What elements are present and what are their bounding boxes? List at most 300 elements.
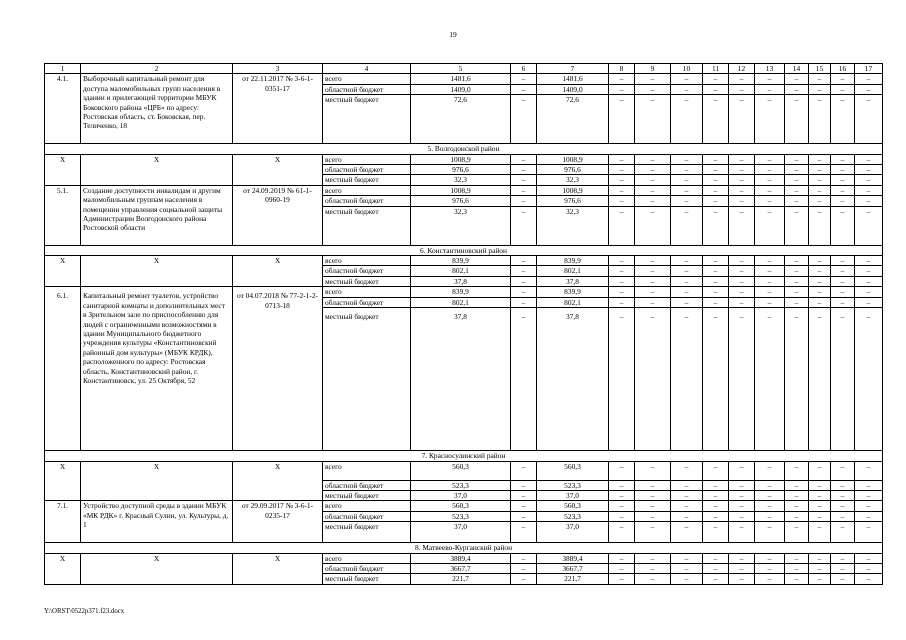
dash-cell: – [855,522,883,543]
dash-cell: – [785,266,809,276]
dash-cell: – [831,266,855,276]
value-col-7: 523,3 [537,511,609,521]
dash-cell: – [855,256,883,266]
dash-cell: – [855,266,883,276]
section-title: 6. Константиновский район [45,245,883,255]
table-row [45,154,883,164]
value-col-5: 976,6 [411,196,511,206]
dash-cell: – [729,206,755,245]
dash-cell: – [729,574,755,584]
approval-date: от 24.09.2019 № 61-1-0960-19 [233,185,323,245]
dash-cell: – [671,287,703,297]
dash-cell: – [671,256,703,266]
header-col-12: 12 [729,64,755,74]
dash-cell: – [809,553,831,563]
dash-cell: – [755,276,785,286]
header-col-14: 14 [785,64,809,74]
header-col-1: 1 [45,64,81,74]
dash-cell: – [755,461,785,480]
value-col-5: 523,3 [411,511,511,521]
dash-cell: – [729,297,755,307]
dash-cell: – [635,266,671,276]
item-number: 6.1. [45,287,81,451]
dash-cell: – [703,154,729,164]
dash-cell: – [755,511,785,521]
dash-cell: – [809,154,831,164]
dash-cell: – [755,522,785,543]
value-col-7: 3667,7 [537,563,609,573]
dash-cell: – [755,196,785,206]
budget-label: областной бюджет [323,563,411,573]
dash-cell: – [609,553,635,563]
x-mark: X [81,553,233,584]
dash-cell: – [609,490,635,500]
dash-cell: – [855,206,883,245]
dash-cell: – [785,256,809,266]
dash-cell: – [671,563,703,573]
value-col-7: 72,6 [537,95,609,144]
dash-cell: – [831,461,855,480]
dash-cell: – [855,287,883,297]
dash-cell: – [635,501,671,511]
section-title: 8. Матвеево-Курганский район [45,543,883,553]
header-col-2: 2 [81,64,233,74]
dash-cell: – [671,95,703,144]
value-col-5: 37,8 [411,276,511,286]
dash-cell: – [809,185,831,195]
value-col-7: 560,3 [537,461,609,480]
budget-label: местный бюджет [323,175,411,185]
dash-cell: – [755,501,785,511]
dash-cell: – [809,461,831,480]
dash-cell: – [703,74,729,84]
dash-cell: – [831,480,855,490]
header-col-3: 3 [233,64,323,74]
dash-cell: – [729,553,755,563]
dash-cell: – [809,276,831,286]
dash-cell: – [671,480,703,490]
dash-cell: – [609,196,635,206]
value-col-5: 1008,9 [411,185,511,195]
header-col-13: 13 [755,64,785,74]
dash-cell: – [831,276,855,286]
item-description: Выборочный капитальный ремонт для доступа маломобильных групп населения в здании и прилегающей территории МБУК Боковского района «ЦРБ» по адресу: Ростовская область, ст. Боковская, пер. Теличенко, 18 [81,74,233,144]
table-row [45,185,883,195]
dash-cell: – [635,95,671,144]
approval-date: от 29.09.2017 № 3-6-1-0235-17 [233,501,323,543]
dash-cell: – [785,196,809,206]
dash-cell: – [703,165,729,175]
dash-cell: – [635,74,671,84]
value-col-5: 802,1 [411,297,511,307]
dash-cell: – [755,95,785,144]
dash-cell: – [855,490,883,500]
dash-cell: – [809,511,831,521]
value-col-5: 1008,9 [411,154,511,164]
dash-cell: – [635,276,671,286]
dash-cell: – [809,256,831,266]
item-description: Создание доступности инвалидам и другим маломобильным группам населения в помещении управления социальной защиты Администрации Волгодонского района Ростовской области [81,185,233,245]
dash-cell: – [609,256,635,266]
value-col-5: 523,3 [411,480,511,490]
value-col-5: 1481,6 [411,74,511,84]
item-description: Капитальный ремонт туалетов, устройство санитарной комнаты и дополнительных мест в Зрительном зале по приспособлению для людей с ограниченными возможностями в здании Муниципального бюджетного учреждения культуры «Константиновский районный дом культуры» (МБУК КРДК), расположенного по адресу: Ростовская область, Константиновский район, г. Константиновск, ул. 25 Октября, 52 [81,287,233,451]
dash-cell: – [855,308,883,451]
x-mark: X [45,256,81,287]
value-col-7: 1008,9 [537,185,609,195]
dash-cell: – [729,95,755,144]
dash-cell: – [729,175,755,185]
dash-cell: – [729,165,755,175]
dash-cell: – [671,175,703,185]
x-mark: X [45,154,81,185]
budget-label: всего [323,185,411,195]
dash-cell: – [703,490,729,500]
value-col-5: 3667,7 [411,563,511,573]
dash-cell: – [635,287,671,297]
budget-label: областной бюджет [323,165,411,175]
dash-cell: – [511,266,537,276]
x-mark: X [233,553,323,584]
dash-cell: – [855,175,883,185]
value-col-7: 32,3 [537,206,609,245]
footer-file-path: Y:\ORST\0522p371.f23.docx [44,608,125,615]
dash-cell: – [785,297,809,307]
budget-label: областной бюджет [323,196,411,206]
dash-cell: – [785,511,809,521]
dash-cell: – [755,185,785,195]
dash-cell: – [609,84,635,94]
table-row [45,553,883,563]
dash-cell: – [831,154,855,164]
dash-cell: – [729,461,755,480]
dash-cell: – [729,511,755,521]
dash-cell: – [609,563,635,573]
dash-cell: – [785,574,809,584]
dash-cell: – [511,165,537,175]
dash-cell: – [511,511,537,521]
dash-cell: – [755,84,785,94]
dash-cell: – [755,175,785,185]
budget-label: местный бюджет [323,206,411,245]
budget-label: местный бюджет [323,276,411,286]
item-number: 7.1. [45,501,81,543]
dash-cell: – [831,256,855,266]
page-number: 19 [449,30,457,39]
dash-cell: – [785,287,809,297]
value-col-7: 3889,4 [537,553,609,563]
table-row [45,287,883,297]
dash-cell: – [511,522,537,543]
dash-cell: – [511,287,537,297]
dash-cell: – [831,501,855,511]
dash-cell: – [809,206,831,245]
dash-cell: – [855,297,883,307]
value-col-7: 32,3 [537,175,609,185]
dash-cell: – [809,297,831,307]
value-col-5: 72,6 [411,95,511,144]
dash-cell: – [809,480,831,490]
header-col-7: 7 [537,64,609,74]
dash-cell: – [755,206,785,245]
dash-cell: – [703,276,729,286]
header-col-8: 8 [609,64,635,74]
value-col-7: 37,8 [537,308,609,451]
dash-cell: – [755,287,785,297]
dash-cell: – [511,175,537,185]
dash-cell: – [729,185,755,195]
value-col-7: 839,9 [537,287,609,297]
table-row [45,501,883,511]
dash-cell: – [831,490,855,500]
budget-label: местный бюджет [323,308,411,451]
dash-cell: – [671,461,703,480]
dash-cell: – [511,574,537,584]
dash-cell: – [831,185,855,195]
dash-cell: – [785,522,809,543]
dash-cell: – [671,553,703,563]
dash-cell: – [635,175,671,185]
dash-cell: – [755,297,785,307]
dash-cell: – [855,276,883,286]
dash-cell: – [609,276,635,286]
dash-cell: – [729,196,755,206]
dash-cell: – [809,74,831,84]
dash-cell: – [703,266,729,276]
value-col-7: 1008,9 [537,154,609,164]
budget-label: всего [323,501,411,511]
dash-cell: – [635,196,671,206]
dash-cell: – [703,522,729,543]
dash-cell: – [785,84,809,94]
value-col-5: 37,0 [411,490,511,500]
x-mark: X [81,154,233,185]
x-mark: X [81,461,233,501]
table-body [45,64,883,585]
dash-cell: – [703,574,729,584]
value-col-7: 37,8 [537,276,609,286]
dash-cell: – [855,553,883,563]
dash-cell: – [703,563,729,573]
dash-cell: – [671,522,703,543]
table-row [45,461,883,480]
dash-cell: – [635,511,671,521]
dash-cell: – [855,563,883,573]
dash-cell: – [809,501,831,511]
dash-cell: – [511,196,537,206]
dash-cell: – [729,522,755,543]
dash-cell: – [671,490,703,500]
budget-label: местный бюджет [323,95,411,144]
table-row [45,256,883,266]
dash-cell: – [755,480,785,490]
item-number: 5.1. [45,185,81,245]
dash-cell: – [609,74,635,84]
dash-cell: – [511,563,537,573]
dash-cell: – [635,297,671,307]
dash-cell: – [809,175,831,185]
dash-cell: – [855,154,883,164]
value-col-5: 802,1 [411,266,511,276]
dash-cell: – [511,256,537,266]
value-col-7: 1409,0 [537,84,609,94]
dash-cell: – [809,196,831,206]
section-title: 7. Красносулинский район [45,451,883,461]
dash-cell: – [729,563,755,573]
dash-cell: – [755,490,785,500]
dash-cell: – [609,175,635,185]
dash-cell: – [703,196,729,206]
dash-cell: – [729,84,755,94]
dash-cell: – [671,196,703,206]
dash-cell: – [809,95,831,144]
dash-cell: – [785,154,809,164]
value-col-7: 976,6 [537,196,609,206]
dash-cell: – [671,154,703,164]
dash-cell: – [855,480,883,490]
x-mark: X [233,154,323,185]
dash-cell: – [609,461,635,480]
value-col-7: 976,6 [537,165,609,175]
budget-label: областной бюджет [323,511,411,521]
dash-cell: – [831,574,855,584]
value-col-7: 1481,6 [537,74,609,84]
dash-cell: – [831,553,855,563]
dash-cell: – [785,206,809,245]
dash-cell: – [635,563,671,573]
dash-cell: – [635,256,671,266]
dash-cell: – [755,165,785,175]
value-col-5: 839,9 [411,287,511,297]
dash-cell: – [855,511,883,521]
dash-cell: – [703,553,729,563]
dash-cell: – [511,501,537,511]
dash-cell: – [785,276,809,286]
dash-cell: – [511,297,537,307]
x-mark: X [45,553,81,584]
dash-cell: – [831,74,855,84]
dash-cell: – [609,501,635,511]
dash-cell: – [729,74,755,84]
dash-cell: – [671,84,703,94]
dash-cell: – [511,84,537,94]
dash-cell: – [785,165,809,175]
value-col-5: 976,6 [411,165,511,175]
budget-label: местный бюджет [323,574,411,584]
dash-cell: – [703,95,729,144]
section-row [45,245,883,255]
value-col-5: 32,3 [411,175,511,185]
dash-cell: – [635,490,671,500]
value-col-5: 221,7 [411,574,511,584]
dash-cell: – [671,297,703,307]
dash-cell: – [785,501,809,511]
dash-cell: – [635,308,671,451]
dash-cell: – [785,480,809,490]
dash-cell: – [809,490,831,500]
dash-cell: – [785,185,809,195]
dash-cell: – [671,511,703,521]
value-col-5: 3889,4 [411,553,511,563]
dash-cell: – [609,287,635,297]
value-col-5: 37,8 [411,308,511,451]
dash-cell: – [635,461,671,480]
dash-cell: – [809,574,831,584]
dash-cell: – [831,297,855,307]
dash-cell: – [809,287,831,297]
dash-cell: – [671,165,703,175]
dash-cell: – [703,256,729,266]
dash-cell: – [831,511,855,521]
dash-cell: – [703,84,729,94]
dash-cell: – [855,185,883,195]
dash-cell: – [671,574,703,584]
dash-cell: – [511,95,537,144]
funding-table [44,63,883,585]
value-col-7: 802,1 [537,266,609,276]
value-col-5: 1409,0 [411,84,511,94]
section-row [45,543,883,553]
dash-cell: – [609,308,635,451]
dash-cell: – [671,266,703,276]
budget-label: всего [323,287,411,297]
header-col-6: 6 [511,64,537,74]
dash-cell: – [703,308,729,451]
x-mark: X [233,461,323,501]
dash-cell: – [785,74,809,84]
dash-cell: – [609,522,635,543]
dash-cell: – [729,287,755,297]
dash-cell: – [609,165,635,175]
dash-cell: – [511,480,537,490]
header-col-4: 4 [323,64,411,74]
section-title: 5. Волгодонской район [45,144,883,154]
value-col-7: 221,7 [537,574,609,584]
dash-cell: – [809,563,831,573]
dash-cell: – [671,276,703,286]
dash-cell: – [809,84,831,94]
dash-cell: – [831,196,855,206]
dash-cell: – [671,185,703,195]
dash-cell: – [635,522,671,543]
approval-date: от 04.07.2018 № 77-2-1-2-0713-18 [233,287,323,451]
dash-cell: – [831,95,855,144]
dash-cell: – [831,287,855,297]
dash-cell: – [809,266,831,276]
dash-cell: – [511,553,537,563]
dash-cell: – [831,563,855,573]
dash-cell: – [831,175,855,185]
dash-cell: – [809,165,831,175]
dash-cell: – [671,501,703,511]
header-col-9: 9 [635,64,671,74]
dash-cell: – [785,95,809,144]
dash-cell: – [511,74,537,84]
dash-cell: – [635,574,671,584]
dash-cell: – [809,522,831,543]
dash-cell: – [671,74,703,84]
dash-cell: – [785,461,809,480]
value-col-5: 37,0 [411,522,511,543]
dash-cell: – [609,266,635,276]
value-col-5: 32,3 [411,206,511,245]
dash-cell: – [755,574,785,584]
dash-cell: – [511,206,537,245]
dash-cell: – [703,511,729,521]
section-row [45,451,883,461]
dash-cell: – [609,206,635,245]
dash-cell: – [511,308,537,451]
